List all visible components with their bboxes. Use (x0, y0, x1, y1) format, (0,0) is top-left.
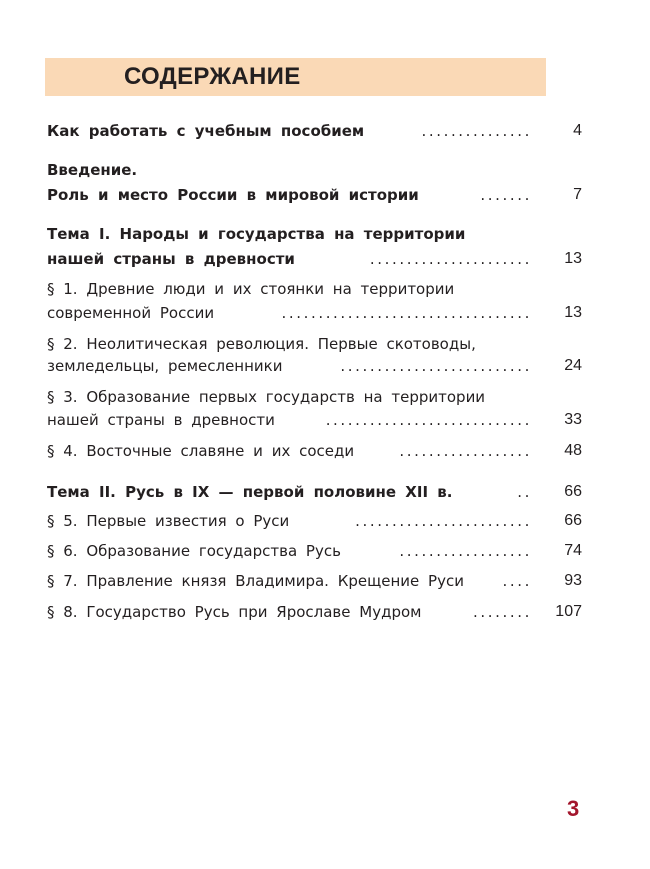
toc-entry-title: § 4. Восточные славяне и их соседи (47, 442, 355, 460)
toc-topic-2[interactable] (47, 481, 582, 503)
toc-entry-title: Тема II. Русь в IX — первой половине XII в. (47, 483, 453, 501)
toc-page-number: 33 (564, 411, 582, 428)
toc-section-7[interactable] (47, 570, 582, 592)
dot-leader: .......................... (340, 357, 532, 375)
toc-page-number: 24 (564, 357, 582, 374)
dot-leader: ............................ (325, 411, 532, 429)
toc-page-number: 7 (573, 186, 582, 203)
toc-section-5[interactable] (47, 510, 582, 532)
toc-page-number: 13 (564, 304, 582, 321)
toc-page-number: 48 (564, 442, 582, 459)
toc-entry-title: § 6. Образование государства Русь (47, 542, 341, 560)
toc-section-2[interactable] (47, 355, 582, 377)
toc-entry-title: земледельцы, ремесленники (47, 357, 283, 375)
toc-entry-introduction-heading (47, 159, 582, 181)
dot-leader: .................. (399, 542, 532, 560)
toc-entry-how-to-use[interactable] (47, 120, 582, 142)
page-number: 3 (567, 796, 580, 821)
toc-entry-introduction[interactable] (47, 184, 582, 206)
toc-section-3-line1 (47, 386, 582, 408)
toc-page-number: 4 (573, 122, 582, 139)
dot-leader: ........ (473, 603, 532, 621)
toc-entry-title: Введение. (47, 161, 138, 179)
toc-section-4[interactable] (47, 440, 582, 462)
toc-entry-title: современной России (47, 304, 215, 322)
toc-page-number: 107 (555, 603, 582, 620)
page-title: СОДЕРЖАНИЕ (124, 63, 301, 90)
toc-entry-title: § 2. Неолитическая революция. Первые скотоводы, (47, 335, 476, 353)
toc-entry-title: § 3. Образование первых государств на территории (47, 388, 486, 406)
toc-section-8[interactable] (47, 601, 582, 623)
toc-entry-title: нашей страны в древности (47, 250, 295, 268)
toc-page-number: 66 (564, 512, 582, 529)
dot-leader: ....... (480, 186, 532, 204)
dot-leader: .................. (399, 442, 532, 460)
toc-topic-1[interactable] (47, 248, 582, 270)
toc-page-number: 74 (564, 542, 582, 559)
toc-section-1-line1 (47, 278, 582, 300)
dot-leader: .... (502, 572, 532, 590)
toc-entry-title: нашей страны в древности (47, 411, 275, 429)
toc-entry-title: Тема I. Народы и государства на территории (47, 225, 466, 243)
toc-section-6[interactable] (47, 540, 582, 562)
toc-entry-title: Как работать с учебным пособием (47, 122, 365, 140)
toc-page-number: 13 (564, 250, 582, 267)
toc-page-number: 93 (564, 572, 582, 589)
dot-leader: ........................ (355, 512, 532, 530)
header-band (45, 58, 546, 96)
toc-entry-title: § 5. Первые известия о Руси (47, 512, 290, 530)
toc-page-number: 66 (564, 483, 582, 500)
dot-leader: ............... (421, 122, 532, 140)
dot-leader: .. (517, 483, 532, 501)
toc-section-3[interactable] (47, 409, 582, 431)
toc-entry-title: § 7. Правление князя Владимира. Крещение Руси (47, 572, 464, 590)
toc-topic-1-line1 (47, 223, 582, 245)
toc-entry-title: § 8. Государство Русь при Ярославе Мудром (47, 603, 422, 621)
toc-section-2-line1 (47, 333, 582, 355)
toc-entry-title: Роль и место России в мировой истории (47, 186, 419, 204)
toc-section-1[interactable] (47, 302, 582, 324)
dot-leader: ...................... (369, 250, 532, 268)
toc-entry-title: § 1. Древние люди и их стоянки на территории (47, 280, 455, 298)
dot-leader: .................................. (281, 304, 532, 322)
